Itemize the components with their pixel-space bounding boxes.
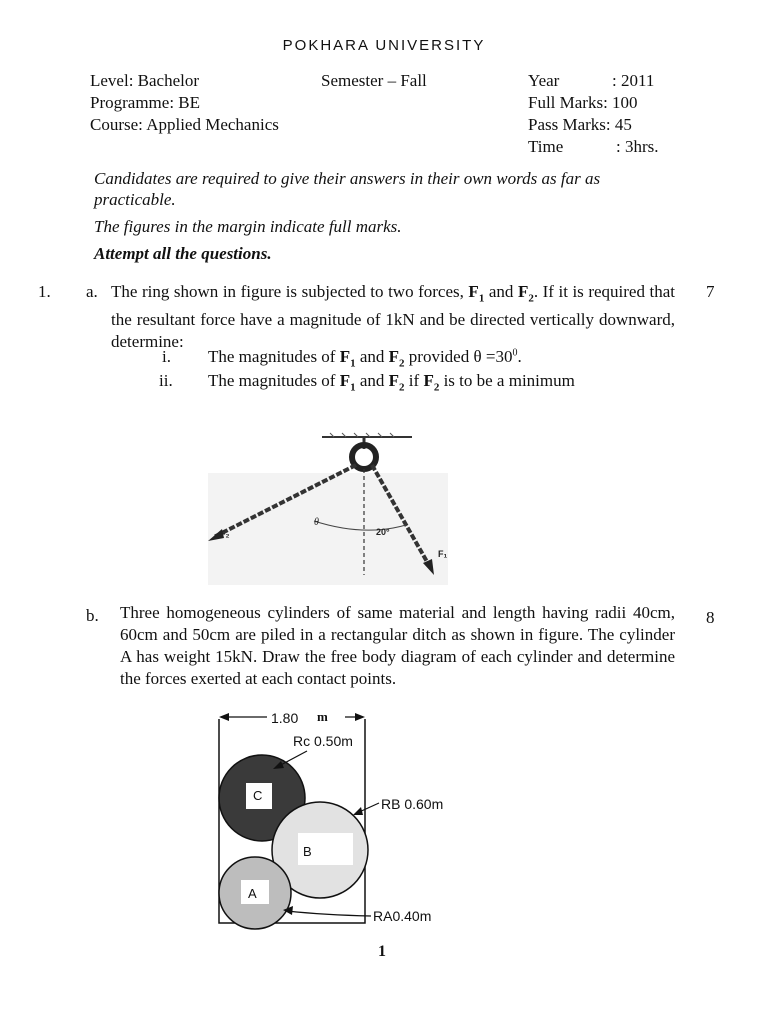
subpart-ii-pre: The magnitudes of: [208, 371, 340, 390]
radius-c-label: Rc 0.50m: [293, 733, 353, 749]
page-number: 1: [378, 943, 386, 960]
time-row: [528, 136, 688, 158]
f1-figure-label: F₁: [438, 549, 448, 559]
subpart-ii-mid: and: [355, 371, 389, 390]
subpart-i-pre: The magnitudes of: [208, 347, 340, 366]
subpart-ii-f2-letter: F: [388, 371, 400, 390]
f2-letter: F: [517, 282, 529, 301]
subpart-ii-f2b: [423, 371, 440, 394]
subpart-i-f2: [388, 347, 405, 370]
cylinder-a-label: A: [248, 886, 257, 901]
programme-text: Programme: BE: [90, 93, 201, 112]
subpart-i-f1-sub: 1: [350, 357, 356, 370]
university-title: POKHARA UNIVERSITY: [282, 37, 486, 54]
part-b-marks: 8: [706, 608, 715, 627]
f2-subscript: 2: [528, 292, 534, 305]
subpart-ii-post: if: [404, 371, 424, 390]
part-a-text: [111, 281, 675, 353]
subpart-i-numeral: i.: [162, 347, 171, 366]
radius-b-label: RB 0.60m: [381, 796, 444, 812]
f2-figure-label: F₂: [220, 529, 230, 539]
header-middle-block: [321, 70, 427, 92]
year-row: [528, 70, 688, 92]
subpart-i-mid: and: [355, 347, 389, 366]
angle-20-label: 20°: [376, 527, 390, 537]
subpart-ii-f1-letter: F: [339, 371, 351, 390]
course-text: Course: Applied Mechanics: [90, 115, 279, 134]
subpart-i-post: provided θ =30: [404, 347, 513, 366]
subpart-ii-f1-sub: 1: [350, 381, 356, 394]
full-marks-text: Full Marks: 100: [528, 93, 638, 112]
part-a-text-post: . If it is required that the resultant force have a magnitude of 1kN and be directed vertically downward, determine:: [111, 282, 675, 352]
width-dimension-label: 1.80: [271, 710, 299, 726]
f1-subscript: 1: [478, 292, 485, 305]
f2-symbol: [517, 282, 534, 305]
time-value: : 3hrs.: [616, 137, 659, 156]
cylinder-c-label: C: [253, 788, 263, 803]
subpart-ii-post2: is to be a minimum: [439, 371, 575, 390]
cylinders-figure: [205, 705, 455, 930]
subpart-i-degree: 0: [512, 347, 518, 359]
subpart-i-f2-sub: 2: [399, 357, 405, 370]
dimension-arrow-right-icon: [355, 713, 365, 721]
figure-background: [208, 473, 448, 585]
subpart-ii-f1: [339, 371, 356, 394]
subpart-i-text: [208, 347, 522, 369]
f1-letter: F: [468, 282, 479, 301]
f1-symbol: [468, 282, 485, 305]
instruction-1: Candidates are required to give their answers in their own words as far as practicable.: [94, 169, 601, 209]
semester-text: Semester – Fall: [321, 71, 427, 90]
header-right-block: [528, 70, 688, 158]
header-left-block: [90, 70, 279, 136]
subpart-ii-f2-sub: 2: [399, 381, 405, 394]
subpart-ii-text: [208, 371, 575, 393]
subpart-ii-f2b-letter: F: [423, 371, 434, 390]
subpart-i-end: .: [517, 347, 522, 366]
theta-label: θ: [314, 517, 319, 528]
part-a-marks: 7: [706, 282, 715, 301]
instruction-3: Attempt all the questions.: [94, 244, 272, 263]
radius-b-arrow-icon: [353, 807, 363, 815]
subpart-i-f1: [339, 347, 356, 370]
time-label: Time: [528, 137, 564, 156]
part-a-text-pre: The ring shown in figure is subjected to two forces,: [111, 282, 469, 301]
level-text: Level: Bachelor: [90, 71, 200, 90]
year-value: : 2011: [612, 71, 655, 90]
part-a-and: and: [484, 282, 518, 301]
subpart-i-f2-letter: F: [388, 347, 400, 366]
pass-marks-text: Pass Marks: 45: [528, 115, 632, 134]
subpart-ii-f2b-sub: 2: [433, 381, 440, 394]
ring-force-figure: [200, 425, 460, 585]
radius-a-leader: [287, 911, 371, 916]
width-unit-label: m: [317, 709, 328, 724]
subpart-ii-numeral: ii.: [159, 371, 173, 390]
subpart-i-f1-letter: F: [339, 347, 351, 366]
dimension-arrow-left-icon: [219, 713, 229, 721]
part-b-letter: b.: [86, 606, 99, 625]
part-b-text: Three homogeneous cylinders of same material and length having radii 40cm, 60cm and 50cm are piled in a rectangular ditch as shown in figure. The cylinder A has weight 15kN. Draw the free body diagram of each cylinder and determine the forces exerted at each contact points.: [120, 603, 675, 688]
instruction-2: The figures in the margin indicate full marks.: [94, 217, 402, 236]
year-label: Year: [528, 71, 560, 90]
subpart-ii-f2: [388, 371, 405, 394]
question-number: 1.: [38, 282, 51, 301]
cylinder-b-label: B: [303, 844, 312, 859]
radius-a-label: RA0.40m: [373, 908, 432, 924]
part-a-letter: a.: [86, 282, 98, 301]
